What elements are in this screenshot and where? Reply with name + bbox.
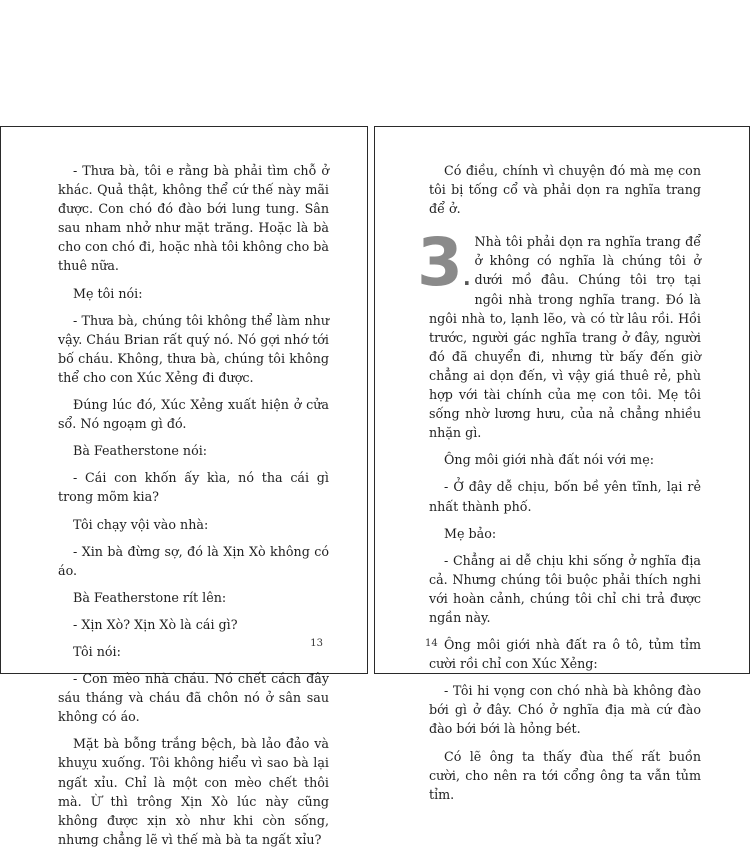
paragraph: - Chẳng ai dễ chịu khi sống ở nghĩa địa cả. Nhưng chúng tôi buộc phải thích nghi với hoàn cảnh, chúng tôi chỉ chi trả được ngần này. <box>429 552 701 625</box>
paragraph: Bà Featherstone rít lên: <box>73 589 227 605</box>
left-page <box>0 126 368 847</box>
paragraph: Đúng lúc đó, Xúc Xẻng xuất hiện ở cửa sổ. Nó ngoạm gì đó. <box>58 397 329 432</box>
chapter-paragraph: Nhà tôi phải dọn ra nghĩa trang để ở không có nghĩa là chúng tôi ở dưới mồ đâu. Chúng tôi trọ tại ngôi nhà trong nghĩa trang. Đó là ngôi nhà to, lạnh lẽo, và có từ lâu rồi. Hồi trước, người gác nghĩa trang ở đây, người đó đã chuyển đi, nhưng từ bấy đến giờ chẳng ai dọn đến, vì vậy giá thuê rẻ, phù hợp với tài chính của mẹ con tôi. Mẹ tôi sống nhờ lương hưu, của nả chẳng nhiều nhặn gì. <box>429 234 701 441</box>
paragraph: Mặt bà bỗng trắng bệch, bà lảo đảo và khuỵu xuống. Tôi không hiểu vì sao bà lại ngất xỉu. Chỉ là một con mèo chết thôi mà. Ừ thì trông Xịn Xò lúc này cũng không được xịn xò như khi còn sống, nhưng chẳng lẽ vì thế mà bà ta ngất xỉu? <box>58 736 329 847</box>
right-page-text <box>417 161 701 812</box>
paragraph: - Thưa bà, tôi e rằng bà phải tìm chỗ ở khác. Quả thật, không thể cứ thế này mãi được. Con chó đó đào bới lung tung. Sân sau nham nhở như mặt trăng. Hoặc là bà cho con chó đi, hoặc nhà tôi không cho bà thuê nữa. <box>58 163 329 274</box>
book-spread <box>0 126 750 847</box>
paragraph: Có lẽ ông ta thấy đùa thế rất buồn cười, cho nên ra tới cổng ông ta vẫn tủm tỉm. <box>429 748 701 802</box>
page-number: 14 <box>425 638 438 649</box>
paragraph: Mẹ tôi nói: <box>73 285 143 301</box>
paragraph: - Tôi hi vọng con chó nhà bà không đào bới gì ở đây. Chó ở nghĩa địa mà cứ đào đào bới bới là hỏng bét. <box>429 683 701 737</box>
paragraph: - Cái con khốn ấy kìa, nó tha cái gì trong mõm kia? <box>58 470 329 505</box>
chapter-number-dropcap <box>417 224 471 302</box>
chapter-number: 3 <box>417 224 463 302</box>
chapter-dot: . <box>462 266 471 291</box>
right-page <box>374 126 750 802</box>
paragraph: Mẹ bảo: <box>444 525 497 541</box>
paragraph: - Con mèo nhà cháu. Nó chết cách đây sáu tháng và cháu đã chôn nó ở sân sau không có áo. <box>58 671 329 725</box>
paragraph: - Thưa bà, chúng tôi không thể làm như vậy. Cháu Brian rất quý nó. Nó gợi nhớ tới bố cháu. Không, thưa bà, chúng tôi không thể cho con Xúc Xẻng đi được. <box>58 312 329 385</box>
paragraph: - Ở đây dễ chịu, bốn bề yên tĩnh, lại rẻ nhất thành phố. <box>429 479 701 514</box>
paragraph: - Xin bà đừng sợ, đó là Xịn Xò không có áo. <box>58 543 329 578</box>
chapter-opening <box>417 224 701 442</box>
page-number: 13 <box>310 638 323 649</box>
paragraph: Tôi nói: <box>73 643 121 659</box>
paragraph: - Xịn Xò? Xịn Xò là cái gì? <box>73 616 238 632</box>
left-page-text <box>58 161 329 857</box>
paragraph: Ông môi giới nhà đất ra ô tô, tủm tỉm cười rồi chỉ con Xúc Xẻng: <box>429 637 701 672</box>
paragraph: Tôi chạy vội vào nhà: <box>73 516 209 532</box>
paragraph: Có điều, chính vì chuyện đó mà mẹ con tôi bị tống cổ và phải dọn ra nghĩa trang để ở. <box>429 163 701 217</box>
paragraph: Bà Featherstone nói: <box>73 443 208 459</box>
paragraph: Ông môi giới nhà đất nói với mẹ: <box>444 452 654 468</box>
